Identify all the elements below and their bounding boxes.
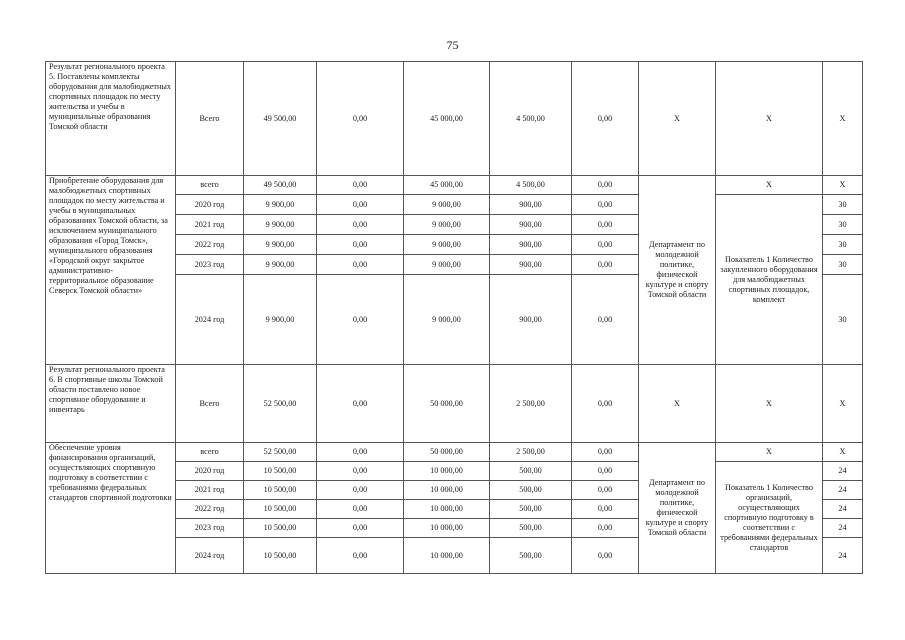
local-budget-cell: 2 500,00	[490, 365, 572, 443]
regional-budget-cell: 45 000,00	[404, 176, 490, 195]
period-cell: 2024 год	[176, 275, 244, 365]
indicator-value-cell: Х	[823, 62, 863, 176]
indicator-value-cell: Х	[823, 443, 863, 462]
indicator-value-cell: 24	[823, 519, 863, 538]
extrabudgetary-cell: 0,00	[572, 538, 639, 574]
local-budget-cell: 500,00	[490, 481, 572, 500]
federal-budget-cell: 0,00	[317, 255, 404, 275]
total-cell: 9 900,00	[244, 235, 317, 255]
indicator-value-cell: Х	[823, 176, 863, 195]
financing-table	[45, 61, 863, 574]
extrabudgetary-cell: 0,00	[572, 275, 639, 365]
indicator-cell: Показатель 1 Количество организаций, осуществляющих спортивную подготовку в соответствии с требованиями федеральных стандартов	[716, 462, 823, 574]
extrabudgetary-cell: 0,00	[572, 443, 639, 462]
period-cell: всего	[176, 443, 244, 462]
executor-cell: Департамент по молодежной политике, физической культуре и спорту Томской области	[639, 443, 716, 574]
result-row	[46, 62, 863, 176]
local-budget-cell: 4 500,00	[490, 62, 572, 176]
period-cell: 2020 год	[176, 462, 244, 481]
total-cell: 10 500,00	[244, 500, 317, 519]
extrabudgetary-cell: 0,00	[572, 500, 639, 519]
local-budget-cell: 900,00	[490, 215, 572, 235]
indicator-value-cell: 24	[823, 462, 863, 481]
federal-budget-cell: 0,00	[317, 215, 404, 235]
result-description: Результат регионального проекта 6. В спортивные школы Томской области поставлено новое спортивное оборудование и инвентарь	[46, 365, 176, 443]
local-budget-cell: 500,00	[490, 519, 572, 538]
regional-budget-cell: 10 000,00	[404, 500, 490, 519]
local-budget-cell: 4 500,00	[490, 176, 572, 195]
extrabudgetary-cell: 0,00	[572, 215, 639, 235]
total-cell: 9 900,00	[244, 215, 317, 235]
extrabudgetary-cell: 0,00	[572, 62, 639, 176]
federal-budget-cell: 0,00	[317, 519, 404, 538]
indicator-cell: Х	[716, 176, 823, 195]
total-cell: 10 500,00	[244, 462, 317, 481]
measure-description: Приобретение оборудования для малобюджетных спортивных площадок по месту жительства и учебы в муниципальных образованиях Томской области, за исключением муниципального образования «Город Томск», муниципального образования «Городской округ закрытое административно-территориальное образование Северск Томской области»	[46, 176, 176, 365]
indicator-value-cell: 30	[823, 195, 863, 215]
indicator-value-cell: 24	[823, 500, 863, 519]
indicator-value-cell: 30	[823, 275, 863, 365]
local-budget-cell: 900,00	[490, 255, 572, 275]
period-cell: 2022 год	[176, 235, 244, 255]
result-description: Результат регионального проекта 5. Поставлены комплекты оборудования для малобюджетных спортивных площадок по месту жительства и учебы в муниципальные образования Томской области	[46, 62, 176, 176]
measure-description: Обеспечение уровня финансирования организаций, осуществляющих спортивную подготовку в соответствии с требованиями федеральных стандартов спортивной подготовки	[46, 443, 176, 574]
total-cell: 10 500,00	[244, 538, 317, 574]
indicator-cell: Показатель 1 Количество закупленного оборудования для малобюджетных спортивных площадок, комплект	[716, 195, 823, 365]
extrabudgetary-cell: 0,00	[572, 481, 639, 500]
regional-budget-cell: 9 000,00	[404, 235, 490, 255]
federal-budget-cell: 0,00	[317, 443, 404, 462]
indicator-value-cell: 24	[823, 538, 863, 574]
regional-budget-cell: 45 000,00	[404, 62, 490, 176]
regional-budget-cell: 50 000,00	[404, 365, 490, 443]
federal-budget-cell: 0,00	[317, 176, 404, 195]
regional-budget-cell: 10 000,00	[404, 462, 490, 481]
regional-budget-cell: 10 000,00	[404, 538, 490, 574]
period-cell: 2021 год	[176, 481, 244, 500]
local-budget-cell: 500,00	[490, 462, 572, 481]
federal-budget-cell: 0,00	[317, 62, 404, 176]
federal-budget-cell: 0,00	[317, 500, 404, 519]
executor-cell: Х	[639, 365, 716, 443]
federal-budget-cell: 0,00	[317, 235, 404, 255]
federal-budget-cell: 0,00	[317, 462, 404, 481]
total-cell: 52 500,00	[244, 443, 317, 462]
federal-budget-cell: 0,00	[317, 365, 404, 443]
total-cell: 9 900,00	[244, 255, 317, 275]
indicator-value-cell: 30	[823, 235, 863, 255]
period-cell: Всего	[176, 62, 244, 176]
local-budget-cell: 900,00	[490, 195, 572, 215]
local-budget-cell: 900,00	[490, 275, 572, 365]
period-cell: всего	[176, 176, 244, 195]
regional-budget-cell: 9 000,00	[404, 275, 490, 365]
local-budget-cell: 500,00	[490, 500, 572, 519]
regional-budget-cell: 9 000,00	[404, 215, 490, 235]
total-cell: 10 500,00	[244, 519, 317, 538]
extrabudgetary-cell: 0,00	[572, 176, 639, 195]
extrabudgetary-cell: 0,00	[572, 365, 639, 443]
local-budget-cell: 900,00	[490, 235, 572, 255]
indicator-value-cell: 24	[823, 481, 863, 500]
indicator-cell: Х	[716, 62, 823, 176]
result-row	[46, 365, 863, 443]
page-number: 75	[446, 38, 459, 52]
local-budget-cell: 500,00	[490, 538, 572, 574]
total-cell: 49 500,00	[244, 176, 317, 195]
period-cell: 2023 год	[176, 519, 244, 538]
regional-budget-cell: 10 000,00	[404, 519, 490, 538]
total-cell: 49 500,00	[244, 62, 317, 176]
extrabudgetary-cell: 0,00	[572, 255, 639, 275]
indicator-cell: Х	[716, 443, 823, 462]
regional-budget-cell: 50 000,00	[404, 443, 490, 462]
period-cell: 2021 год	[176, 215, 244, 235]
regional-budget-cell: 9 000,00	[404, 255, 490, 275]
executor-cell: Департамент по молодежной политике, физической культуре и спорту Томской области	[639, 176, 716, 365]
measure-row	[46, 176, 863, 195]
total-cell: 10 500,00	[244, 481, 317, 500]
regional-budget-cell: 10 000,00	[404, 481, 490, 500]
period-cell: 2024 год	[176, 538, 244, 574]
local-budget-cell: 2 500,00	[490, 443, 572, 462]
federal-budget-cell: 0,00	[317, 275, 404, 365]
total-cell: 9 900,00	[244, 195, 317, 215]
extrabudgetary-cell: 0,00	[572, 519, 639, 538]
indicator-cell: Х	[716, 365, 823, 443]
extrabudgetary-cell: 0,00	[572, 195, 639, 215]
indicator-value-cell: 30	[823, 255, 863, 275]
total-cell: 9 900,00	[244, 275, 317, 365]
period-cell: Всего	[176, 365, 244, 443]
executor-cell: Х	[639, 62, 716, 176]
federal-budget-cell: 0,00	[317, 481, 404, 500]
extrabudgetary-cell: 0,00	[572, 462, 639, 481]
period-cell: 2023 год	[176, 255, 244, 275]
measure-row	[46, 443, 863, 462]
indicator-value-cell: 30	[823, 215, 863, 235]
period-cell: 2022 год	[176, 500, 244, 519]
total-cell: 52 500,00	[244, 365, 317, 443]
regional-budget-cell: 9 000,00	[404, 195, 490, 215]
indicator-value-cell: Х	[823, 365, 863, 443]
period-cell: 2020 год	[176, 195, 244, 215]
extrabudgetary-cell: 0,00	[572, 235, 639, 255]
federal-budget-cell: 0,00	[317, 195, 404, 215]
federal-budget-cell: 0,00	[317, 538, 404, 574]
